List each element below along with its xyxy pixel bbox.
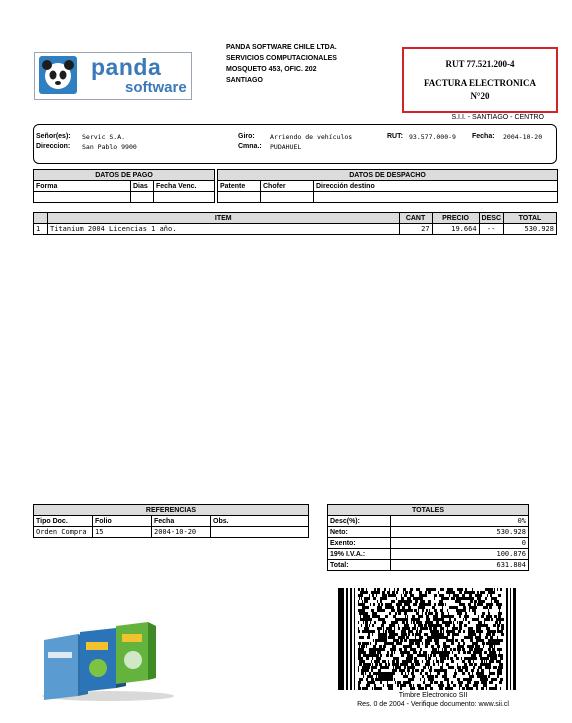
despacho-cell xyxy=(314,192,558,203)
totales-row xyxy=(328,516,529,527)
customer-box xyxy=(33,124,557,164)
item-cant: 27 xyxy=(399,224,432,235)
items-col-total: TOTAL xyxy=(504,213,557,224)
totales-row xyxy=(328,527,529,538)
timbre-barcode-pdf417 xyxy=(338,588,516,690)
ref-col-folio: Folio xyxy=(93,516,152,527)
totales-value: 100.876 xyxy=(391,549,529,560)
senor-value: Servic S.A. xyxy=(82,133,126,141)
direccion-label: Direccion: xyxy=(36,143,71,150)
totales-table xyxy=(327,504,529,571)
pago-cell xyxy=(154,192,215,203)
panda-logo-icon xyxy=(39,56,77,94)
timbre-caption xyxy=(338,691,528,709)
giro-label: Giro: xyxy=(238,133,255,140)
comuna-value: PUDAHUEL xyxy=(270,143,302,151)
fecha-label: Fecha: xyxy=(472,133,495,140)
totales-row xyxy=(328,560,529,571)
totales-title: TOTALES xyxy=(328,505,529,516)
items-table xyxy=(33,212,557,235)
datos-despacho-table xyxy=(217,169,558,203)
customer-rut-label: RUT: xyxy=(387,133,403,140)
despacho-cell xyxy=(261,192,314,203)
totales-label: Desc(%): xyxy=(328,516,391,527)
datos-pago-title: DATOS DE PAGO xyxy=(34,170,215,181)
direccion-value: San Pablo 9900 xyxy=(82,143,137,151)
sii-office: S.I.I. - SANTIAGO - CENTRO xyxy=(451,114,544,121)
totales-value: 0% xyxy=(391,516,529,527)
senor-label: Señor(es): xyxy=(36,133,71,140)
items-col-cant: CANT xyxy=(399,213,432,224)
issuer-rut: RUT 77.521.200-4 xyxy=(445,59,515,69)
company-activity: SERVICIOS COMPUTACIONALES xyxy=(226,55,337,62)
despacho-col-direccion: Dirección destino xyxy=(314,181,558,192)
logo-word-software: software xyxy=(125,79,187,96)
company-name: PANDA SOFTWARE CHILE LTDA. xyxy=(226,44,337,51)
pago-col-forma: Forma xyxy=(34,181,131,192)
table-row xyxy=(34,224,557,235)
pago-cell xyxy=(34,192,131,203)
despacho-cell xyxy=(218,192,261,203)
totales-label: Neto: xyxy=(328,527,391,538)
items-col-item: ITEM xyxy=(48,213,400,224)
panda-software-logo xyxy=(34,52,192,100)
despacho-col-chofer: Chofer xyxy=(261,181,314,192)
ref-fecha: 2004-10-20 xyxy=(152,527,211,538)
ref-folio: 15 xyxy=(93,527,152,538)
comuna-label: Cmna.: xyxy=(238,143,262,150)
totales-label: Exento: xyxy=(328,538,391,549)
company-address: MOSQUETO 453, OFIC. 202 xyxy=(226,66,317,73)
item-description: Titanium 2004 Licencias 1 año. xyxy=(48,224,400,235)
rut-box xyxy=(402,47,558,113)
referencias-table xyxy=(33,504,309,538)
ref-col-obs: Obs. xyxy=(211,516,309,527)
items-col-precio: PRECIO xyxy=(432,213,479,224)
item-index: 1 xyxy=(34,224,48,235)
totales-value: 631.804 xyxy=(391,560,529,571)
pago-col-dias: Dias xyxy=(131,181,154,192)
timbre-title: Timbre Electronico SII xyxy=(398,692,468,699)
totales-row xyxy=(328,549,529,560)
totales-value: 0 xyxy=(391,538,529,549)
totales-label: Total: xyxy=(328,560,391,571)
giro-value: Arriendo de vehículos xyxy=(270,133,353,141)
pago-col-fecha-venc: Fecha Venc. xyxy=(154,181,215,192)
totales-label: 19% I.V.A.: xyxy=(328,549,391,560)
item-desc: -- xyxy=(479,224,503,235)
totales-value: 530.928 xyxy=(391,527,529,538)
items-col-index xyxy=(34,213,48,224)
document-type: FACTURA ELECTRONICA xyxy=(423,78,537,88)
fecha-value: 2004-10-20 xyxy=(503,133,543,141)
ref-obs xyxy=(211,527,309,538)
pago-cell xyxy=(131,192,154,203)
datos-despacho-title: DATOS DE DESPACHO xyxy=(218,170,558,181)
totales-row xyxy=(328,538,529,549)
table-row xyxy=(34,527,309,538)
document-number: N°20 xyxy=(470,91,490,101)
customer-rut-value: 93.577.000-9 xyxy=(409,133,456,141)
datos-pago-table xyxy=(33,169,215,203)
company-info xyxy=(226,42,337,86)
timbre-resolution: Res. 0 de 2004 - Verifique documento: www.sii.cl xyxy=(357,701,509,708)
product-boxes-image xyxy=(38,622,178,702)
despacho-col-patente: Patente xyxy=(218,181,261,192)
logo-word-panda: panda xyxy=(91,54,162,80)
ref-col-tipo: Tipo Doc. xyxy=(34,516,93,527)
item-total: 530.928 xyxy=(504,224,557,235)
ref-tipo: Orden Compra xyxy=(34,527,93,538)
referencias-title: REFERENCIAS xyxy=(34,505,309,516)
company-city: SANTIAGO xyxy=(226,77,263,84)
item-precio: 19.664 xyxy=(432,224,479,235)
ref-col-fecha: Fecha xyxy=(152,516,211,527)
items-col-desc: DESC xyxy=(479,213,503,224)
